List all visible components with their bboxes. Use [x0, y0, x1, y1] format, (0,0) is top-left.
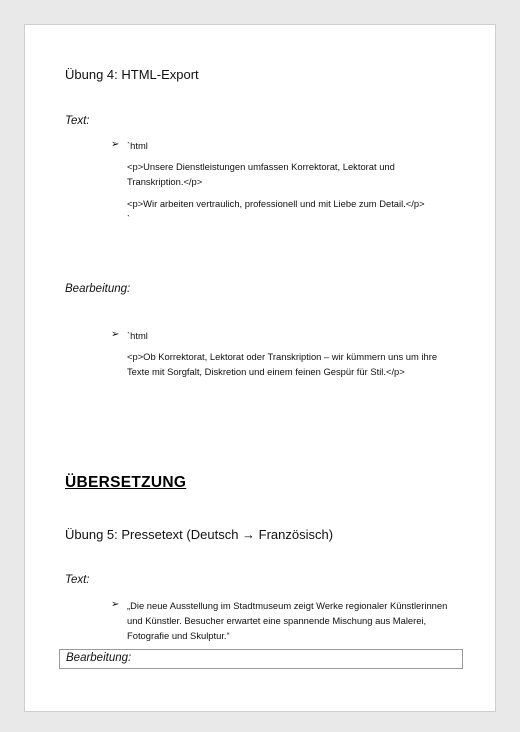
exercise-5-edit-label: Bearbeitung:	[66, 652, 132, 664]
edit-field[interactable]	[59, 649, 463, 669]
bullet-arrow-icon: ➢	[111, 139, 120, 150]
code-line: <p>Ob Korrektorat, Lektorat oder Transkription – wir kümmern uns um ihre	[127, 351, 438, 362]
bullet-arrow-icon: ➢	[111, 599, 120, 610]
exercise-4-text-label: Text:	[65, 115, 90, 127]
code-line: Texte mit Sorgfalt, Diskretion und einem feinen Gespür für Stil.</p>	[127, 366, 405, 377]
code-line: <p>Unsere Dienstleistungen umfassen Korrektorat, Lektorat und	[127, 161, 395, 172]
bullet-arrow-icon: ➢	[111, 329, 120, 340]
code-fence-open: `html	[127, 330, 148, 341]
exercise-4-edit-label: Bearbeitung:	[65, 283, 131, 295]
code-line: Transkription.</p>	[127, 176, 203, 187]
exercise-5-text-label: Text:	[65, 574, 90, 586]
code-fence-close: `	[127, 213, 131, 224]
quote-line: und Künstler. Besucher erwartet eine spannende Mischung aus Malerei,	[127, 615, 427, 626]
exercise-5-title: Übung 5: Pressetext (Deutsch → Französisch)	[65, 527, 334, 542]
quote-line: Fotografie und Skulptur.“	[127, 630, 230, 641]
code-line: <p>Wir arbeiten vertraulich, professionell und mit Liebe zum Detail.</p>	[127, 198, 425, 209]
document-page	[24, 24, 496, 712]
quote-line: „Die neue Ausstellung im Stadtmuseum zeigt Werke regionaler Künstlerinnen	[127, 600, 448, 611]
code-fence-open: `html	[127, 140, 148, 151]
section-heading: ÜBERSETZUNG	[65, 474, 187, 491]
exercise-4-title: Übung 4: HTML-Export	[65, 67, 199, 82]
